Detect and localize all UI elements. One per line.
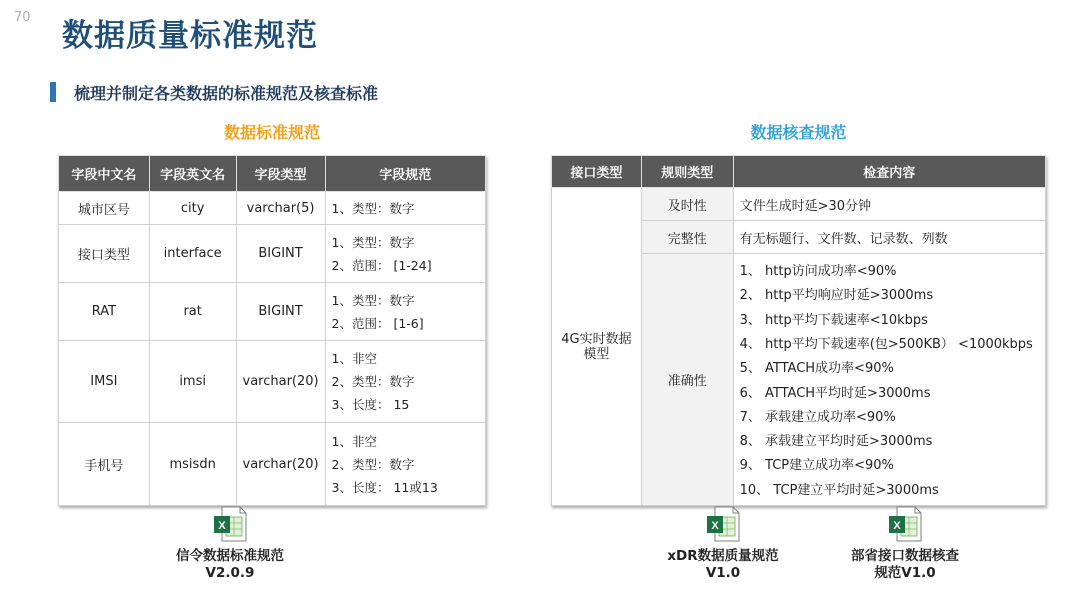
cell-type: varchar(20)	[236, 423, 325, 506]
spec-line: 1、非空	[331, 433, 377, 449]
header-en-name: 字段英文名	[149, 156, 236, 192]
file-version: V2.0.9	[205, 565, 255, 581]
page-subtitle: 梳理并制定各类数据的标准规范及核查标准	[74, 84, 379, 103]
file-name: xDR数据质量规范	[667, 548, 779, 564]
cell-cn-name: RAT	[59, 283, 150, 341]
svg-text:X: X	[218, 520, 226, 532]
header-field-type: 字段类型	[236, 156, 325, 192]
cell-spec	[325, 341, 485, 423]
cell-en-name: interface	[149, 225, 236, 283]
svg-text:X: X	[893, 520, 901, 532]
excel-file-icon	[706, 506, 740, 542]
file-attachment-signaling-standard[interactable]	[155, 506, 305, 582]
check-section-heading: 数据核查规范	[750, 123, 847, 142]
accuracy-item: 1、 http访问成功率<90%	[739, 264, 897, 280]
cell-cn-name: 手机号	[59, 423, 150, 506]
cell-interface-type: 4G实时数据模型	[552, 188, 642, 506]
accuracy-item: 7、 承载建立成功率<90%	[739, 409, 896, 425]
cell-en-name: imsi	[149, 341, 236, 423]
cell-type: varchar(5)	[236, 192, 325, 225]
file-name: 部省接口数据核查	[851, 548, 959, 564]
table-row	[552, 188, 1046, 221]
cell-type: BIGINT	[236, 283, 325, 341]
spec-line: 2、类型：数字	[331, 374, 415, 389]
cell-type: varchar(20)	[236, 341, 325, 423]
cell-accuracy-list	[733, 254, 1045, 506]
table-row	[59, 423, 486, 506]
spec-line: 2、范围： [1-6]	[331, 315, 424, 331]
accuracy-item: 10、 TCP建立平均时延>3000ms	[739, 482, 939, 498]
cell-en-name: city	[149, 192, 236, 225]
accuracy-item: 9、 TCP建立成功率<90%	[739, 458, 894, 474]
cell-rule-type: 准确性	[641, 254, 733, 506]
header-field-spec: 字段规范	[325, 156, 485, 192]
header-rule-type: 规则类型	[641, 156, 733, 188]
table-row	[59, 283, 486, 341]
table-row	[59, 225, 486, 283]
cell-type: BIGINT	[236, 225, 325, 283]
cell-en-name: msisdn	[149, 423, 236, 506]
spec-line: 1、类型：数字	[331, 234, 415, 250]
svg-text:X: X	[711, 520, 719, 532]
accuracy-item: 6、 ATTACH平均时延>3000ms	[739, 385, 931, 401]
cell-spec	[325, 192, 485, 225]
cell-rule-type: 完整性	[641, 221, 733, 254]
table-header-row	[552, 156, 1046, 188]
cell-cn-name: 城市区号	[59, 192, 150, 225]
file-name: 信令数据标准规范	[176, 548, 284, 564]
data-standard-table	[58, 155, 486, 506]
file-attachment-xdr-quality[interactable]	[648, 506, 798, 582]
spec-line: 1、类型：数字	[331, 292, 415, 308]
spec-line: 3、长度： 15	[331, 397, 410, 412]
subtitle-accent-bar	[50, 82, 56, 102]
cell-check-content: 有无标题行、文件数、记录数、列数	[733, 221, 1045, 254]
header-cn-name: 字段中文名	[59, 156, 150, 192]
page-title: 数据质量标准规范	[62, 18, 318, 54]
spec-line: 1、非空	[331, 351, 377, 366]
cell-spec	[325, 423, 485, 506]
header-interface-type: 接口类型	[552, 156, 642, 188]
table-header-row	[59, 156, 486, 192]
file-version: V1.0	[705, 565, 741, 581]
table-row	[59, 192, 486, 225]
cell-spec	[325, 225, 485, 283]
spec-line: 3、长度： 11或13	[331, 479, 438, 495]
cell-rule-type: 及时性	[641, 188, 733, 221]
accuracy-item: 4、 http平均下载速率(包>500KB） <1000kbps	[739, 336, 1033, 352]
cell-cn-name: IMSI	[59, 341, 150, 423]
spec-line: 1、类型：数字	[331, 200, 415, 216]
file-attachment-interface-check[interactable]	[830, 506, 980, 582]
excel-file-icon	[888, 506, 922, 542]
spec-line: 2、类型：数字	[331, 456, 415, 472]
accuracy-item: 8、 承载建立平均时延>3000ms	[739, 434, 933, 450]
accuracy-item: 2、 http平均响应时延>3000ms	[739, 288, 934, 304]
cell-spec	[325, 283, 485, 341]
header-check-content: 检查内容	[733, 156, 1045, 188]
data-check-table	[551, 155, 1046, 506]
standard-section-heading: 数据标准规范	[223, 123, 320, 142]
cell-check-content: 文件生成时延>30分钟	[733, 188, 1045, 221]
cell-cn-name: 接口类型	[59, 225, 150, 283]
excel-file-icon	[213, 506, 247, 542]
table-row	[59, 341, 486, 423]
page-number: 70	[14, 10, 31, 25]
spec-line: 2、范围： [1-24]	[331, 257, 432, 273]
file-version: 规范V1.0	[874, 565, 936, 581]
accuracy-item: 3、 http平均下载速率<10kbps	[739, 312, 928, 328]
cell-en-name: rat	[149, 283, 236, 341]
accuracy-item: 5、 ATTACH成功率<90%	[739, 361, 894, 377]
